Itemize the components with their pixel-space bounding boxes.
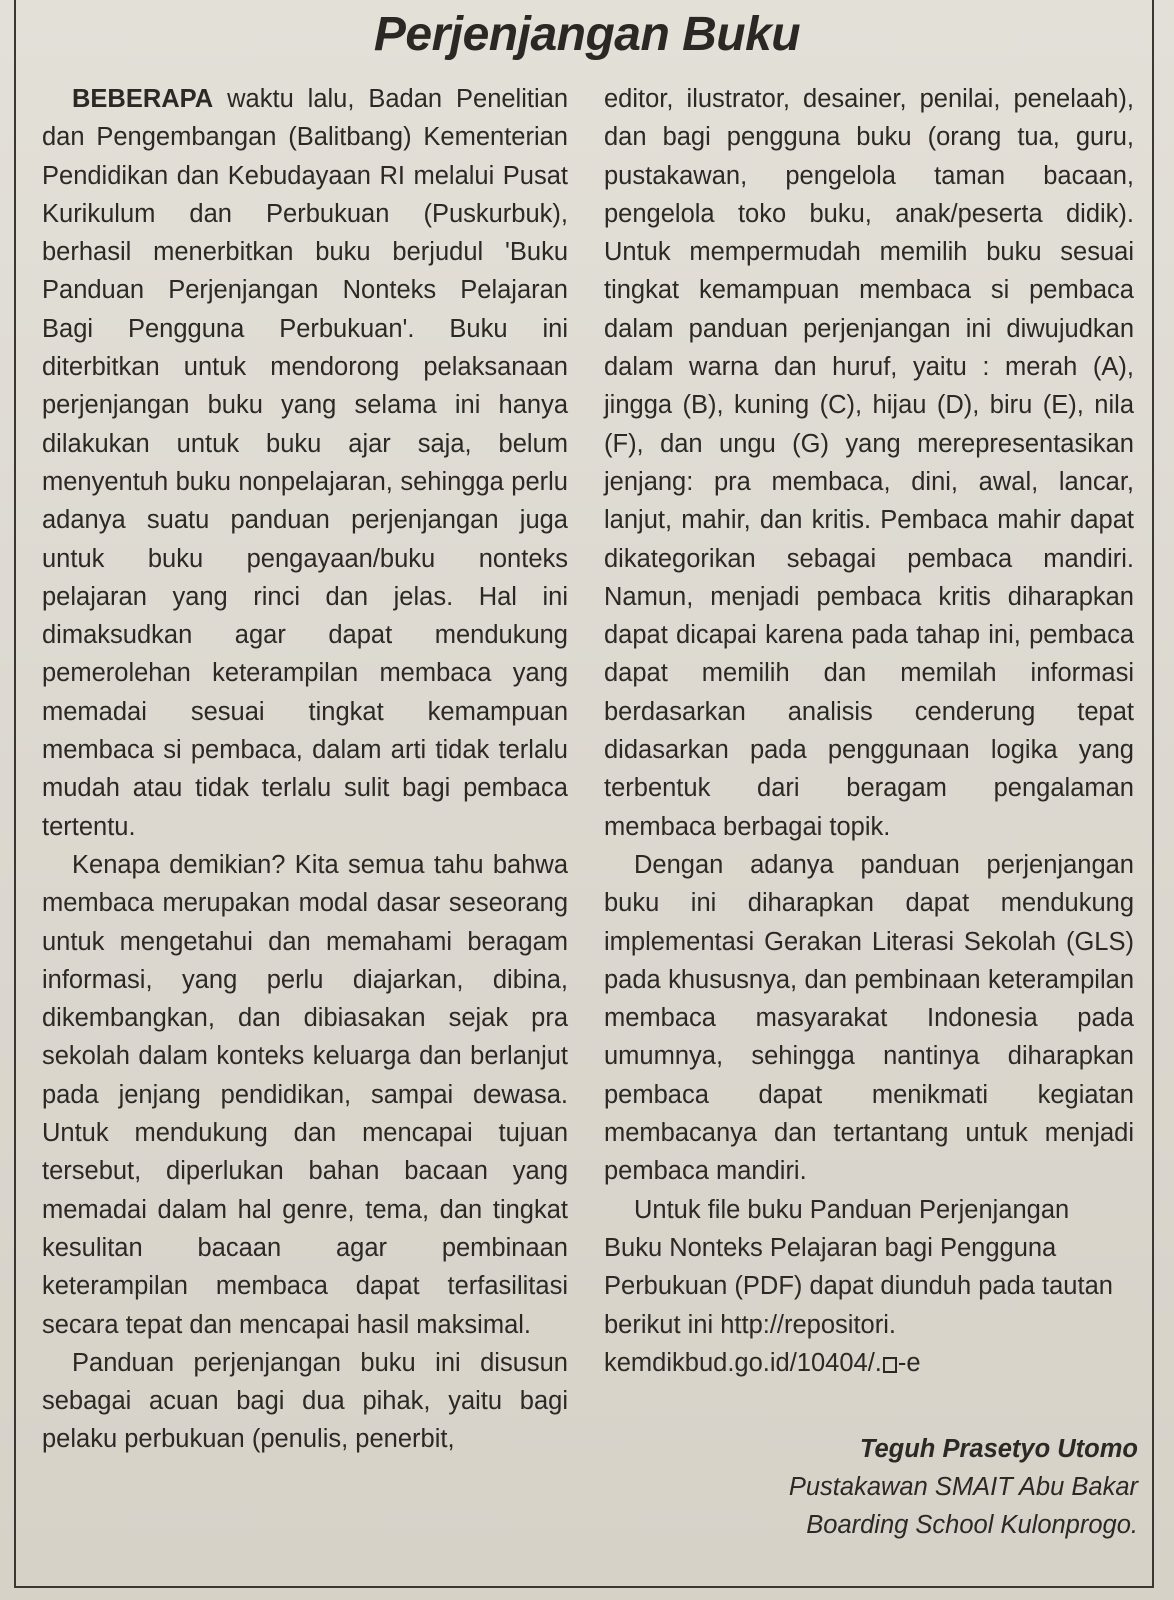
paragraph-1-text: waktu lalu, Badan Penelitian dan Pengembangan (Balitbang) Kementerian Pendidikan dan Kebudayaan RI melalui Pusat Kurikulum dan Perbukuan (Puskurbuk), berhasil menerbitkan buku berjudul 'Buku Panduan Perjenjangan Nonteks Pelajaran Bagi Pengguna Perbukuan'. Buku ini diterbitkan untuk mendorong pelaksanaan perjenjangan buku yang selama ini hanya dilakukan untuk buku ajar saja, belum menyentuh buku nonpelajaran, sehingga perlu adanya suatu panduan perjenjangan juga untuk buku pengayaan/buku nonteks pelajaran yang rinci dan jelas. Hal ini dimaksudkan agar dapat mendukung pemerolehan keterampilan membaca yang memadai sesuai tingkat kemampuan membaca si pembaca, dalam arti tidak terlalu mudah atau tidak terlalu sulit bagi pembaca tertentu. <box>42 85 568 841</box>
right-column <box>604 80 1134 1382</box>
square-end-mark-icon <box>883 1357 897 1373</box>
paragraph-1 <box>42 80 568 846</box>
article-title: Perjenjangan Buku <box>373 8 801 61</box>
download-link-text: Untuk file buku Panduan Perjenjangan Buku Nonteks Pelajaran bagi Pengguna Perbukuan (PDF) dapat diunduh pada tautan berikut ini http://repositori. kemdikbud.go.id/10404/. <box>604 1195 1113 1377</box>
end-mark-suffix: -e <box>897 1348 921 1377</box>
lead-word: BEBERAPA <box>72 85 214 113</box>
paragraph-4: Dengan adanya panduan perjenjangan buku ini diharapkan dapat mendukung implementasi Gerakan Literasi Sekolah (GLS) pada khususnya, dan pembinaan keterampilan membaca masyarakat Indonesia pada umumnya, sehingga nantinya diharapkan pembaca dapat menikmati kegiatan membacanya dan tertantang untuk menjadi pembaca mandiri. <box>604 850 1134 1186</box>
paragraph-2: Kenapa demikian? Kita semua tahu bahwa membaca merupakan modal dasar seseorang untuk mengetahui dan memahami beragam informasi, yang perlu diajarkan, dibina, dikembangkan, dan dibiasakan sejak pra sekolah dalam konteks keluarga dan berlanjut pada jenjang pendidikan, sampai dewasa. Untuk mendukung dan mencapai tujuan tersebut, diperlukan bahan bacaan yang memadai dalam hal genre, tema, dan tingkat kesulitan bacaan agar pembinaan keterampilan membaca dapat terfasilitasi secara tepat dan mencapai hasil maksimal. <box>42 850 568 1339</box>
left-column <box>42 80 568 1459</box>
paragraph-5 <box>604 1191 1134 1382</box>
paragraph-3-continued: editor, ilustrator, desainer, penilai, penelaah), dan bagi pengguna buku (orang tua, guru, pustakawan, pengelola taman bacaan, pengelola toko buku, anak/peserta didik). Untuk mempermudah memilih buku sesuai tingkat kemampuan membaca si pembaca dalam panduan perjenjangan ini diwujudkan dalam warna dan huruf, yaitu : merah (A), jingga (B), kuning (C), hijau (D), biru (E), nila (F), dan ungu (G) yang merepresentasikan jenjang: pra membaca, dini, awal, lancar, lanjut, mahir, dan kritis. Pembaca mahir dapat dikategorikan sebagai pembaca mandiri. Namun, menjadi pembaca kritis diharapkan dapat dicapai karena pada tahap ini, pembaca dapat memilih dan memilah informasi berdasarkan analisis cenderung tepat didasarkan pada penggunaan logika yang terbentuk dari beragam pengalaman membaca berbagai topik. <box>604 85 1134 841</box>
author-name: Teguh Prasetyo Utomo <box>859 1435 1138 1463</box>
author-role-line-1: Pustakawan SMAIT Abu Bakar <box>788 1473 1138 1501</box>
author-byline <box>698 1430 1138 1544</box>
paragraph-3: Panduan perjenjangan buku ini disusun sebagai acuan bagi dua pihak, yaitu bagi pelaku perbukuan (penulis, penerbit, <box>42 1348 568 1454</box>
author-role-line-2: Boarding School Kulonprogo. <box>806 1511 1138 1539</box>
